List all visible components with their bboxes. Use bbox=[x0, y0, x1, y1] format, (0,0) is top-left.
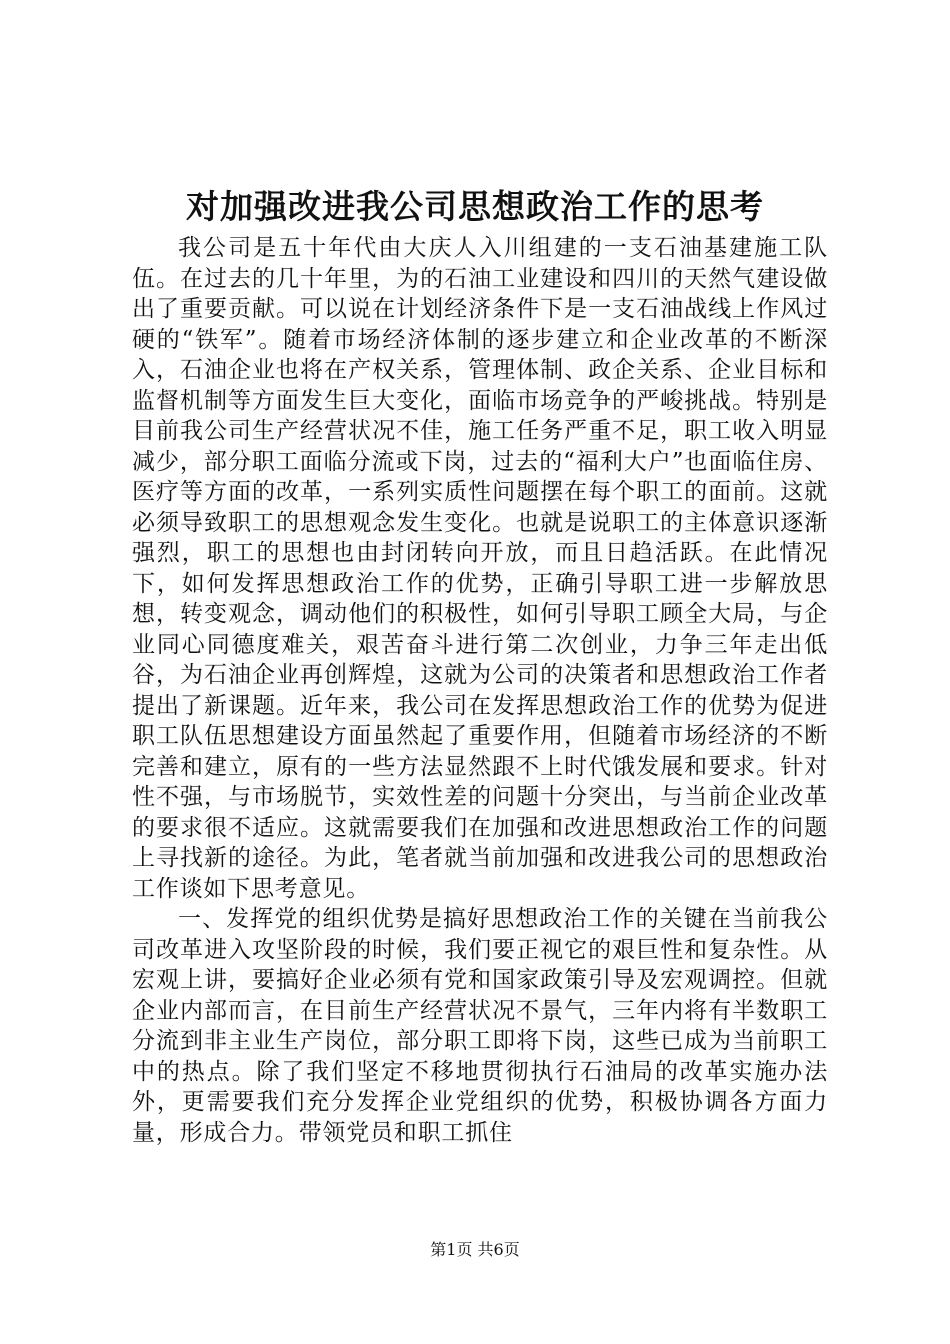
paragraph-intro: 我公司是五十年代由大庆人入川组建的一支石油基建施工队伍。在过去的几十年里，为的石油工业建设和四川的天然气建设做出了重要贡献。可以说在计划经济条件下是一支石油战线上作风过硬的“铁军”。随着市场经济体制的逐步建立和企业改革的不断深入，石油企业也将在产权关系，管理体制、政企关系、企业目标和监督机制等方面发生巨大变化，面临市场竞争的严峻挑战。特别是目前我公司生产经营状况不佳，施工任务严重不足，职工收入明显减少，部分职工面临分流或下岗，过去的“福利大户”也面临住房、医疗等方面的改革，一系列实质性问题摆在每个职工的面前。这就必须导致职工的思想观念发生变化。也就是说职工的主体意识逐渐强烈，职工的思想也由封闭转向开放，而且日趋活跃。在此情况下，如何发挥思想政治工作的优势，正确引导职工进一步解放思想，转变观念，调动他们的积极性，如何引导职工顾全大局，与企业同心同德度难关，艰苦奋斗进行第二次创业，力争三年走出低谷，为石油企业再创辉煌，这就为公司的决策者和思想政治工作者提出了新课题。近年来，我公司在发挥思想政治工作的优势为促进职工队伍思想建设方面虽然起了重要作用，但随着市场经济的不断完善和建立，原有的一些方法显然跟不上时代饿发展和要求。针对性不强，与市场脱节，实效性差的问题十分突出，与当前企业改革的要求很不适应。这就需要我们在加强和改进思想政治工作的问题上寻找新的途径。为此，笔者就当前加强和改进我公司的思想政治工作谈如下思考意见。 bbox=[132, 235, 828, 902]
document-body bbox=[132, 233, 828, 1148]
page-number-footer: 第1页 共6页 bbox=[430, 1240, 520, 1259]
document-title: 对加强改进我公司思想政治工作的思考 bbox=[186, 187, 764, 226]
paragraph-section-one: 一、发挥党的组织优势是搞好思想政治工作的关键在当前我公司改革进入攻坚阶段的时候，我们要正视它的艰巨性和复杂性。从宏观上讲，要搞好企业必须有党和国家政策引导及宏观调控。但就企业内部而言，在目前生产经营状况不景气，三年内将有半数职工分流到非主业生产岗位，部分职工即将下岗，这些已成为当前职工中的热点。除了我们坚定不移地贯彻执行石油局的改革实施办法外，更需要我们充分发挥企业党组织的优势，积极协调各方面力量，形成合力。带领党员和职工抓住 bbox=[132, 906, 828, 1146]
